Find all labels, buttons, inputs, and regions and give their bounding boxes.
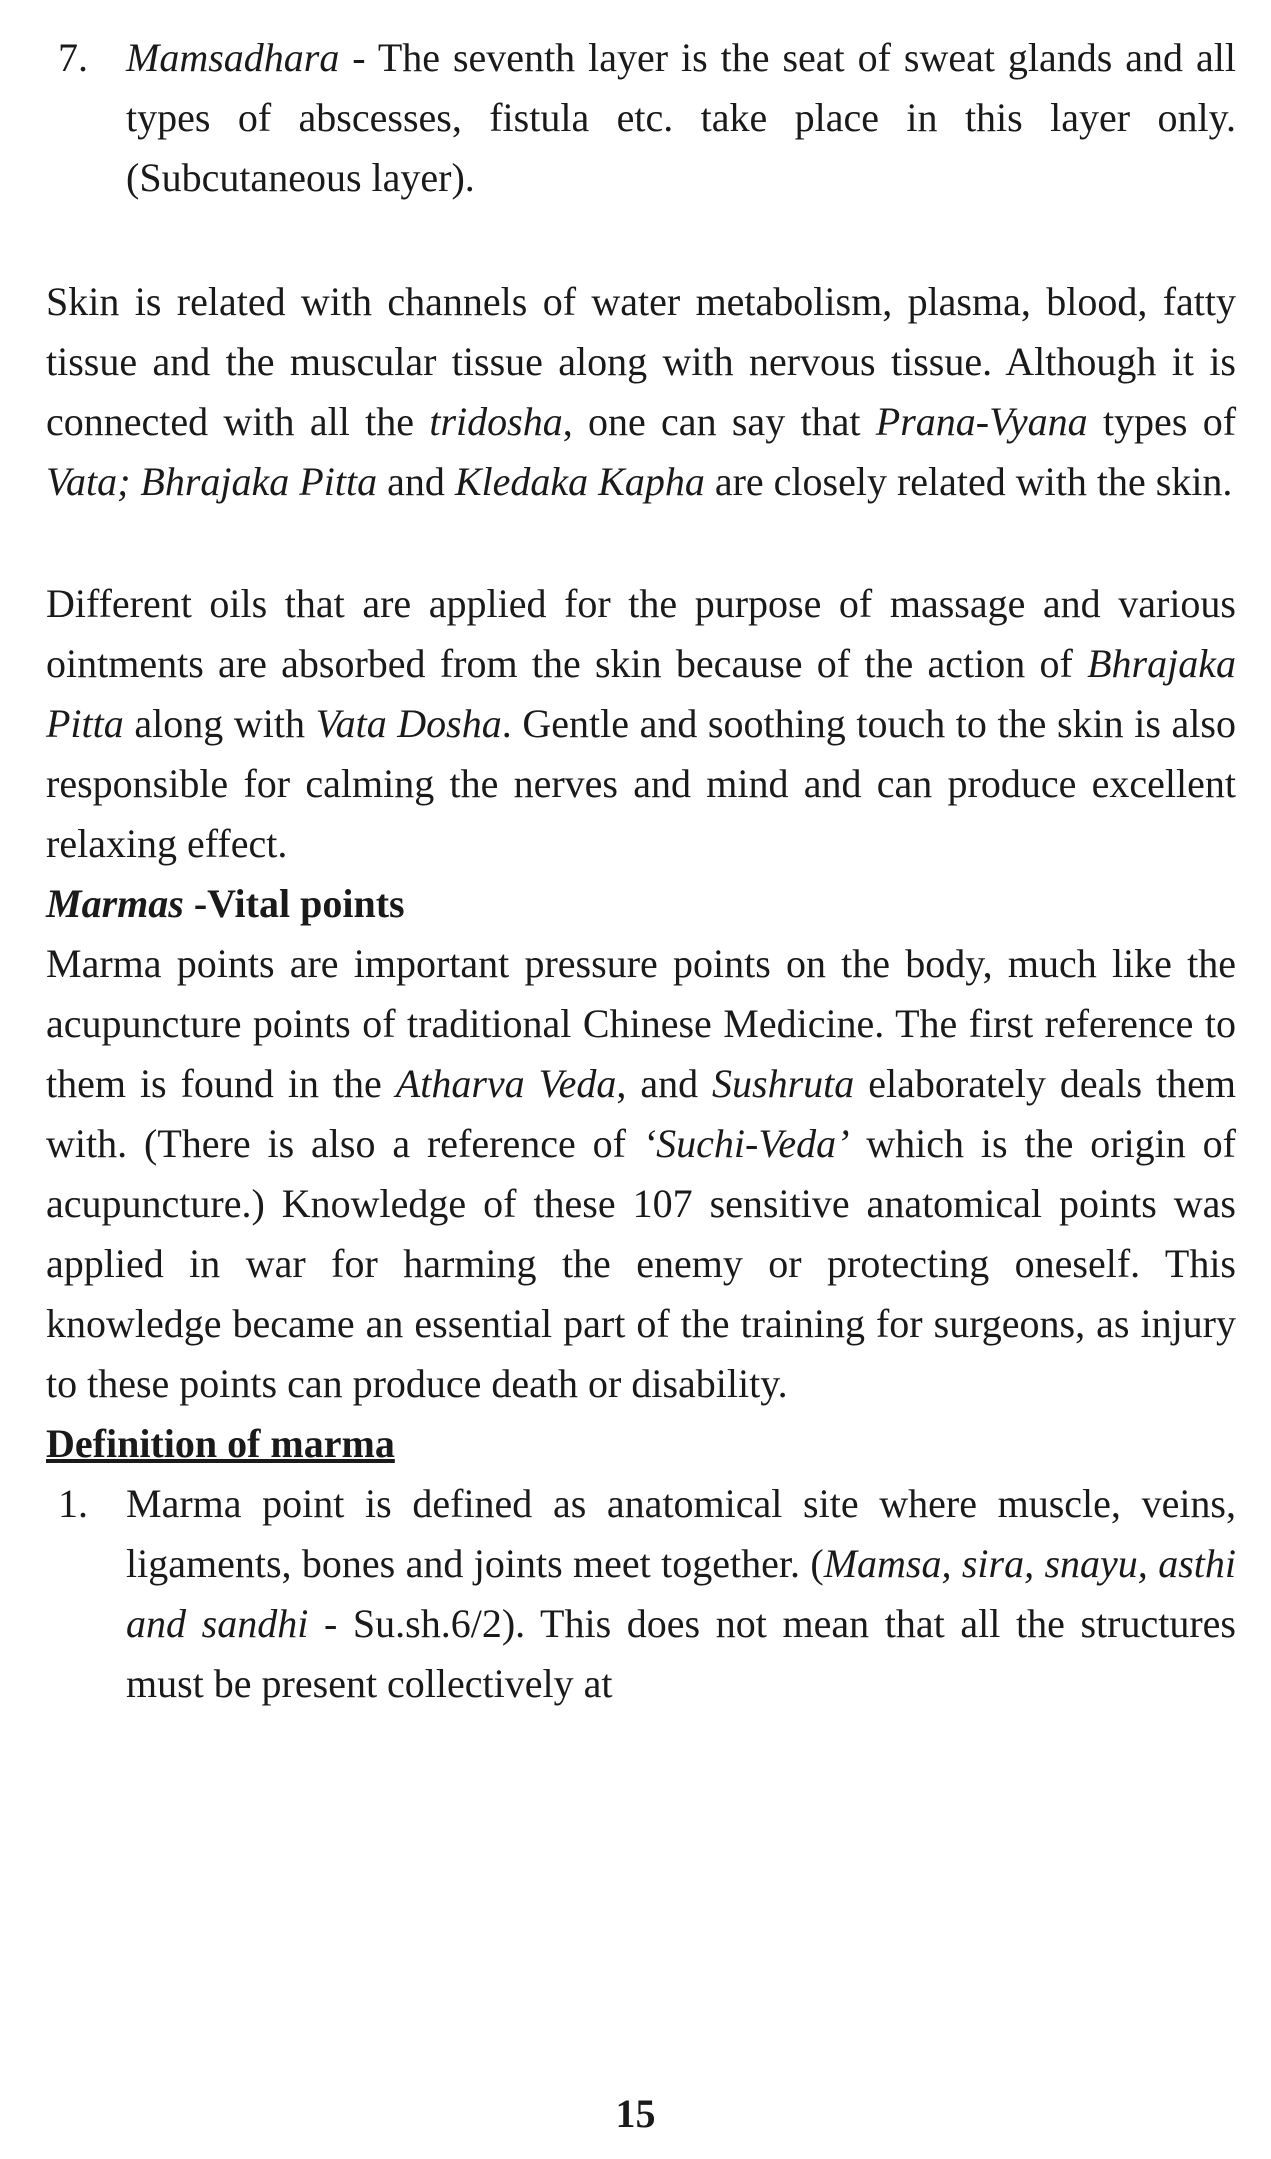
text-run: Marma points are important pressure points on the body, much like the acupuncture points of traditional Chinese Medicine. The first reference to them is found in the xyxy=(46,941,1236,1106)
list-number: 7. xyxy=(58,35,88,80)
list-item-1 xyxy=(46,1474,1236,1714)
list-number: 1. xyxy=(58,1481,88,1526)
text-run: , one can say that xyxy=(562,399,876,444)
italic-term: Vata; Bhrajaka Pitta xyxy=(46,459,378,504)
page-number: 15 xyxy=(615,2091,656,2136)
item7-text: - The seventh layer is the seat of sweat glands and all types of abscesses, fistula etc. take place in this layer only. (Subcutaneous layer). xyxy=(126,35,1236,200)
paragraph-oils xyxy=(46,574,1236,874)
italic-term: Vata Dosha xyxy=(315,701,502,746)
text-run: . Gentle and soothing touch to the skin is also responsible for calming the nerves and mind and can produce excellent relaxing effect. xyxy=(46,701,1236,866)
italic-term: Mamsa, sira, snayu, asthi and sandhi xyxy=(126,1541,1236,1646)
italic-term: tridosha xyxy=(429,399,563,444)
heading-italic: Marmas xyxy=(46,881,184,926)
paragraph-marma xyxy=(46,934,1236,1414)
text-run: Different oils that are applied for the purpose of massage and various ointments are absorbed from the skin because of the action of xyxy=(46,581,1236,686)
page-body xyxy=(46,28,1236,1714)
text-run: , and xyxy=(616,1061,713,1106)
text-run: elaborately deals them with. (There is also a reference of xyxy=(46,1061,1237,1166)
list-item-7 xyxy=(46,28,1236,208)
text-run: are closely related with the skin. xyxy=(704,459,1233,504)
text-run: which is the origin of acupuncture.) Knowledge of these 107 sensitive anatomical points was applied in war for harming the enemy or protecting oneself. This knowledge became an essential part of the training for surgeons, as injury to these points can produce death or disability. xyxy=(46,1121,1236,1406)
heading-rest: -Vital points xyxy=(183,881,405,926)
italic-term: Atharva Veda xyxy=(395,1061,617,1106)
italic-term: Kledaka Kapha xyxy=(454,459,705,504)
section-heading-marmas xyxy=(46,874,1236,934)
text-run: Marma point is defined as anatomical site where muscle, veins, ligaments, bones and joints meet together. ( xyxy=(126,1481,1236,1586)
italic-term: Bhrajaka Pitta xyxy=(46,641,1236,746)
text-run: along with xyxy=(123,701,316,746)
italic-term: Prana-Vyana xyxy=(875,399,1088,444)
text-run: and xyxy=(377,459,455,504)
text-run: Skin is related with channels of water metabolism, plasma, blood, fatty tissue and the muscular tissue along with nervous tissue. Although it is connected with all the xyxy=(46,279,1236,444)
italic-term: ‘Suchi-Veda’ xyxy=(642,1121,850,1166)
text-run: - Su.sh.6/2). This does not mean that all the structures must be present collectively at xyxy=(126,1601,1236,1706)
italic-term: Sushruta xyxy=(712,1061,855,1106)
subheading-definition: Definition of marma xyxy=(46,1421,395,1466)
paragraph-skin xyxy=(46,272,1236,512)
text-run: types of xyxy=(1087,399,1237,444)
term-mamsadhara: Mamsadhara xyxy=(126,35,340,80)
